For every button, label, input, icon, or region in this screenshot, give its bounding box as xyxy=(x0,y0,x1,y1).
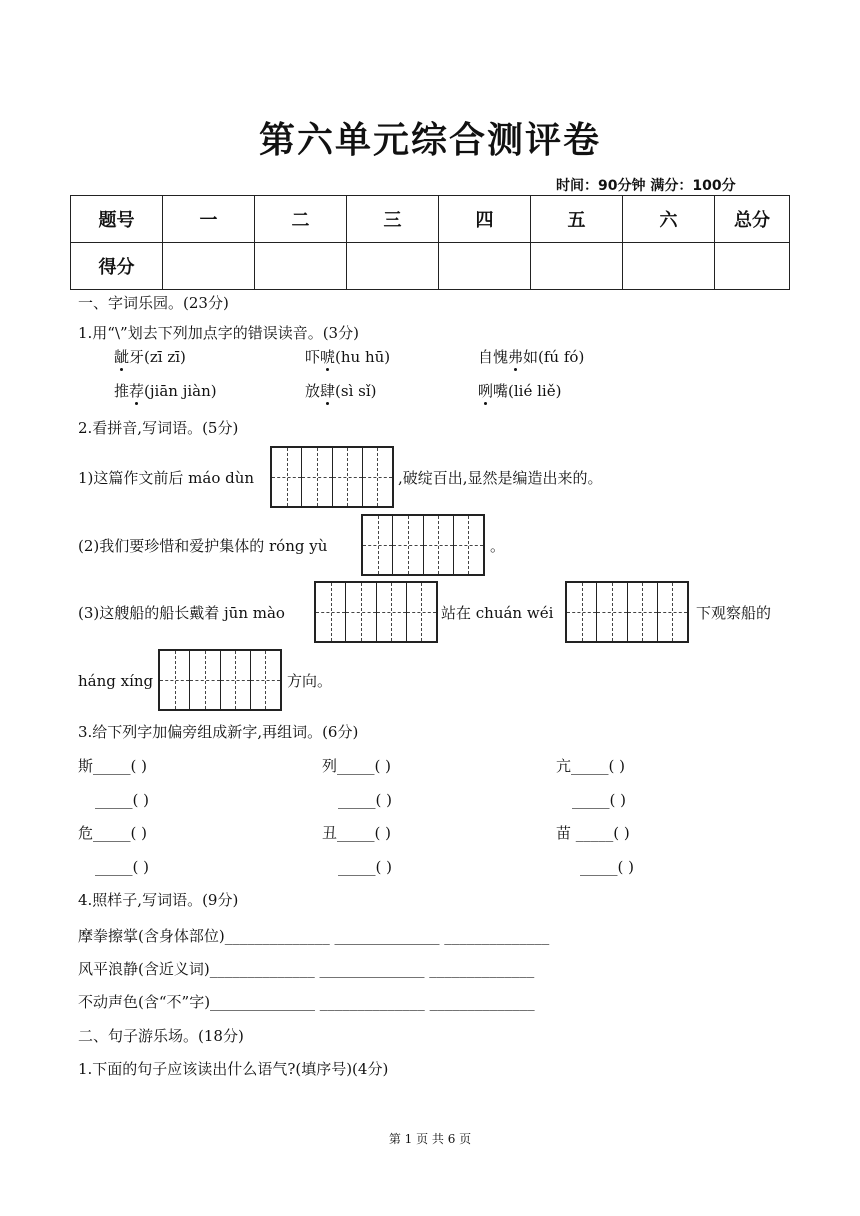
q3-item[interactable]: 亢_____( ) xyxy=(556,757,625,775)
score-header-cell: 总分 xyxy=(715,196,790,243)
text-part: 推 xyxy=(114,382,130,400)
score-header-cell: 四 xyxy=(439,196,531,243)
q2-line1-pre: 1)这篇作文前后 máo dùn xyxy=(78,469,255,487)
q3-item[interactable]: _____( ) xyxy=(95,858,149,876)
q3-item[interactable]: _____( ) xyxy=(338,791,392,809)
q2-line3-post: 下观察船的 xyxy=(696,604,772,622)
score-blank-cell[interactable] xyxy=(163,243,255,290)
q2-line2-pre: (2)我们要珍惜和爱护集体的 róng yù xyxy=(78,537,328,555)
dotted-char: 咧 xyxy=(478,382,494,400)
text-part: 吓 xyxy=(305,348,321,366)
pinyin-item xyxy=(114,347,186,367)
section1-heading: 一、字词乐园。(23分) xyxy=(78,294,229,312)
q4-line[interactable]: 不动声色(含“不”字)______________ ______________ ______________ xyxy=(78,993,535,1011)
q3-item[interactable]: _____( ) xyxy=(338,858,392,876)
score-blank-cell[interactable] xyxy=(531,243,623,290)
score-blank-cell[interactable] xyxy=(439,243,531,290)
score-blank-cell[interactable] xyxy=(255,243,347,290)
writing-grid[interactable] xyxy=(158,649,282,711)
score-row-label: 得分 xyxy=(71,243,163,290)
q4-line[interactable]: 摩拳擦掌(含身体部位)______________ ______________ ______________ xyxy=(78,927,550,945)
q4-line[interactable]: 风平浪静(含近义词)______________ ______________ ______________ xyxy=(78,960,535,978)
q3-item[interactable]: 列_____( ) xyxy=(322,757,391,775)
section2-q1-stem: 1.下面的句子应该读出什么语气?(填序号)(4分) xyxy=(78,1060,389,1078)
page-title: 第六单元综合测评卷 xyxy=(258,120,601,161)
text-part: (hu hū) xyxy=(335,348,391,366)
text-part: 放 xyxy=(305,382,321,400)
pinyin-item xyxy=(478,381,561,401)
dotted-char: 荐 xyxy=(129,382,145,400)
q2-stem: 2.看拼音,写词语。(5分) xyxy=(78,419,239,437)
pinyin-item xyxy=(305,381,377,401)
score-table xyxy=(70,195,790,290)
page-footer: 第 1 页 共 6 页 xyxy=(388,1132,472,1146)
q3-item[interactable]: 斯_____( ) xyxy=(78,757,147,775)
score-blank-cell[interactable] xyxy=(715,243,790,290)
text-part: 自愧 xyxy=(478,348,509,366)
pinyin-item xyxy=(114,381,217,401)
q3-item[interactable]: 丑_____( ) xyxy=(322,824,391,842)
writing-grid[interactable] xyxy=(361,514,485,576)
q3-item[interactable]: 苗 _____( ) xyxy=(556,824,630,842)
writing-grid[interactable] xyxy=(314,581,438,643)
dotted-char: 唬 xyxy=(320,348,336,366)
score-table-header-row xyxy=(71,196,790,243)
q3-item[interactable]: 危_____( ) xyxy=(78,824,147,842)
pinyin-item xyxy=(478,347,584,367)
q4-stem: 4.照样子,写词语。(9分) xyxy=(78,891,239,909)
score-blank-cell[interactable] xyxy=(347,243,439,290)
q1-stem: 1.用“\”划去下列加点字的错误读音。(3分) xyxy=(78,324,359,342)
dotted-char: 弗 xyxy=(508,348,524,366)
score-header-cell: 二 xyxy=(255,196,347,243)
text-part: 牙(zī zī) xyxy=(129,348,186,366)
score-blank-cell[interactable] xyxy=(623,243,715,290)
pinyin-item xyxy=(305,347,390,367)
score-header-cell: 一 xyxy=(163,196,255,243)
score-header-cell: 题号 xyxy=(71,196,163,243)
text-part: (jiān jiàn) xyxy=(144,382,217,400)
writing-grid[interactable] xyxy=(270,446,394,508)
score-header-cell: 五 xyxy=(531,196,623,243)
section2-heading: 二、句子游乐场。(18分) xyxy=(78,1027,244,1045)
q2-line2-post: 。 xyxy=(490,537,506,555)
text-part: (sì sǐ) xyxy=(335,382,377,400)
q3-item[interactable]: _____( ) xyxy=(580,858,634,876)
text-part: 嘴(lié liě) xyxy=(493,382,562,400)
dotted-char: 龇 xyxy=(114,348,130,366)
q2-line1-post: ,破绽百出,显然是编造出来的。 xyxy=(398,469,603,487)
q3-item[interactable]: _____( ) xyxy=(572,791,626,809)
q2-line3-pre: (3)这艘船的船长戴着 jūn mào xyxy=(78,604,285,622)
dotted-char: 肆 xyxy=(320,382,336,400)
q2-line4-pre: háng xíng xyxy=(78,672,154,690)
q2-line3-mid: 站在 chuán wéi xyxy=(441,604,554,622)
score-table-score-row xyxy=(71,243,790,290)
q2-line4-post: 方向。 xyxy=(287,672,333,690)
score-header-cell: 六 xyxy=(623,196,715,243)
q3-item[interactable]: _____( ) xyxy=(95,791,149,809)
q3-stem: 3.给下列字加偏旁组成新字,再组词。(6分) xyxy=(78,723,359,741)
time-info: 时间：90分钟 满分：100分 xyxy=(556,178,736,194)
text-part: 如(fú fó) xyxy=(523,348,585,366)
writing-grid[interactable] xyxy=(565,581,689,643)
score-header-cell: 三 xyxy=(347,196,439,243)
